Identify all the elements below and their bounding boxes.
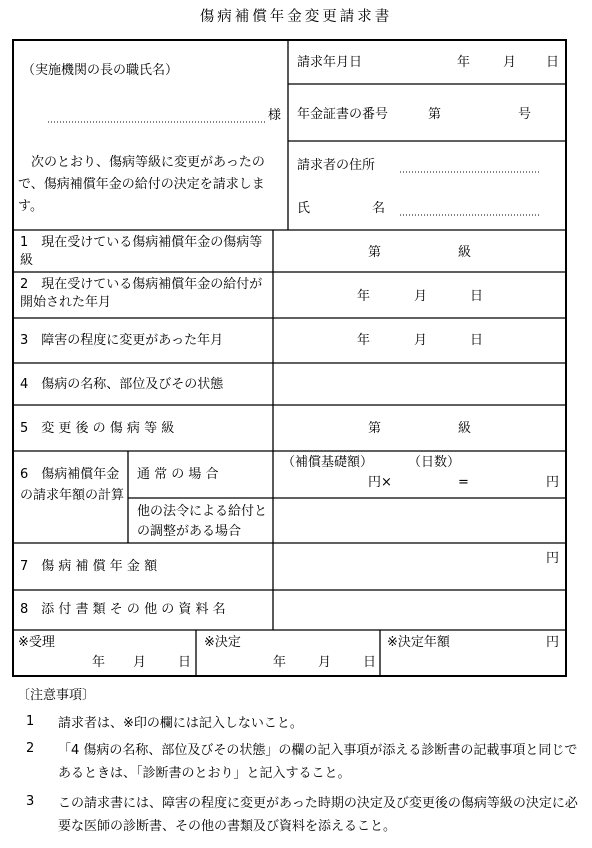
row5-kyu[interactable]: 級 <box>458 421 472 436</box>
request-statement: 次のとおり、傷病等級に変更があったので、傷病補償年金の給付の決定を請求します。 <box>18 155 265 214</box>
row6-other-label: 他の法令による給付との調整がある場合 <box>137 504 268 539</box>
decided-amount-yen[interactable]: 円 <box>546 635 560 650</box>
row6-equals: = <box>458 475 469 490</box>
row1-kyu[interactable]: 級 <box>458 245 472 260</box>
row1-label: 1 現在受けている傷病補償年金の傷病等級 <box>20 235 263 268</box>
row6-base-amount-label: （補償基礎額） <box>282 455 374 470</box>
row5-dai[interactable]: 第 <box>368 421 382 436</box>
receipt-day[interactable]: 日 <box>178 655 192 670</box>
request-date-year[interactable]: 年 <box>457 55 471 70</box>
row2-day[interactable]: 日 <box>470 289 484 304</box>
receipt-year[interactable]: 年 <box>92 655 106 670</box>
row5-label: 5 変 更 後 の 傷 病 等 級 <box>20 421 175 436</box>
request-date-label: 請求年月日 <box>297 55 363 70</box>
receipt-month[interactable]: 月 <box>133 655 147 670</box>
row3-label: 3 障害の程度に変更があった年月 <box>20 333 224 348</box>
row7-yen[interactable]: 円 <box>546 551 560 566</box>
cert-number-label: 年金証書の番号 <box>297 107 389 122</box>
note-2 <box>26 740 586 788</box>
row6-yen[interactable]: 円 <box>546 475 560 490</box>
decision-month[interactable]: 月 <box>318 655 332 670</box>
row3-month[interactable]: 月 <box>414 333 428 348</box>
row4-label: 4 傷病の名称、部位及びその状態 <box>20 377 224 392</box>
row6-yen-times[interactable]: 円× <box>368 475 392 490</box>
row6-normal-label: 通 常 の 場 合 <box>137 467 219 482</box>
name-label-2: 名 <box>372 201 386 216</box>
row6-label: 6 傷病補償年金の請求年額の計算 <box>20 467 125 503</box>
decision-year[interactable]: 年 <box>273 655 287 670</box>
decision-day[interactable]: 日 <box>363 655 377 670</box>
request-date-month[interactable]: 月 <box>503 55 517 70</box>
receipt-label: ※受理 <box>18 635 55 650</box>
note-3 <box>26 793 586 841</box>
form-title: 傷病補償年金変更請求書 <box>199 9 393 25</box>
note-1 <box>26 713 586 737</box>
row3-year[interactable]: 年 <box>357 333 371 348</box>
request-date-day[interactable]: 日 <box>546 55 560 70</box>
notes-heading: 〔注意事項〕 <box>17 688 96 703</box>
decision-label: ※決定 <box>204 635 241 650</box>
note-3-text: この請求書には、障害の程度に変更があった時期の決定及び変更後の傷病等級の決定に必要な医師の診断書、その他の書類及び資料を添えること。 <box>58 796 578 834</box>
note-3-number: 3 <box>26 794 35 809</box>
row2-month[interactable]: 月 <box>414 289 428 304</box>
note-1-number: 1 <box>26 714 35 729</box>
name-label-1: 氏 <box>297 201 311 216</box>
sama-label: 様 <box>268 108 282 123</box>
decided-amount-label: ※決定年額 <box>387 635 450 650</box>
row3-day[interactable]: 日 <box>470 333 484 348</box>
row2-label: 2 現在受けている傷病補償年金の給付が開始された年月 <box>20 277 263 310</box>
address-label: 請求者の住所 <box>297 158 376 173</box>
row2-year[interactable]: 年 <box>357 289 371 304</box>
row8-label: 8 添 付 書 類 そ の 他 の 資 料 名 <box>20 602 226 617</box>
row6-days-label: （日数） <box>408 455 461 470</box>
note-2-number: 2 <box>26 741 35 756</box>
row1-dai[interactable]: 第 <box>368 245 382 260</box>
note-1-text: 請求者は、※印の欄には記入しないこと。 <box>58 716 303 731</box>
note-2-text: 「4 傷病の名称、部位及びその状態」の欄の記入事項が添える診断書の記載事項と同じであるときは、「診断書のとおり」と記入すること。 <box>58 743 578 781</box>
cert-number-dai[interactable]: 第 <box>428 107 442 122</box>
agency-label: （実施機関の長の職氏名） <box>22 63 179 78</box>
row7-label: 7 傷 病 補 償 年 金 額 <box>20 559 158 574</box>
cert-number-go[interactable]: 号 <box>518 107 532 122</box>
